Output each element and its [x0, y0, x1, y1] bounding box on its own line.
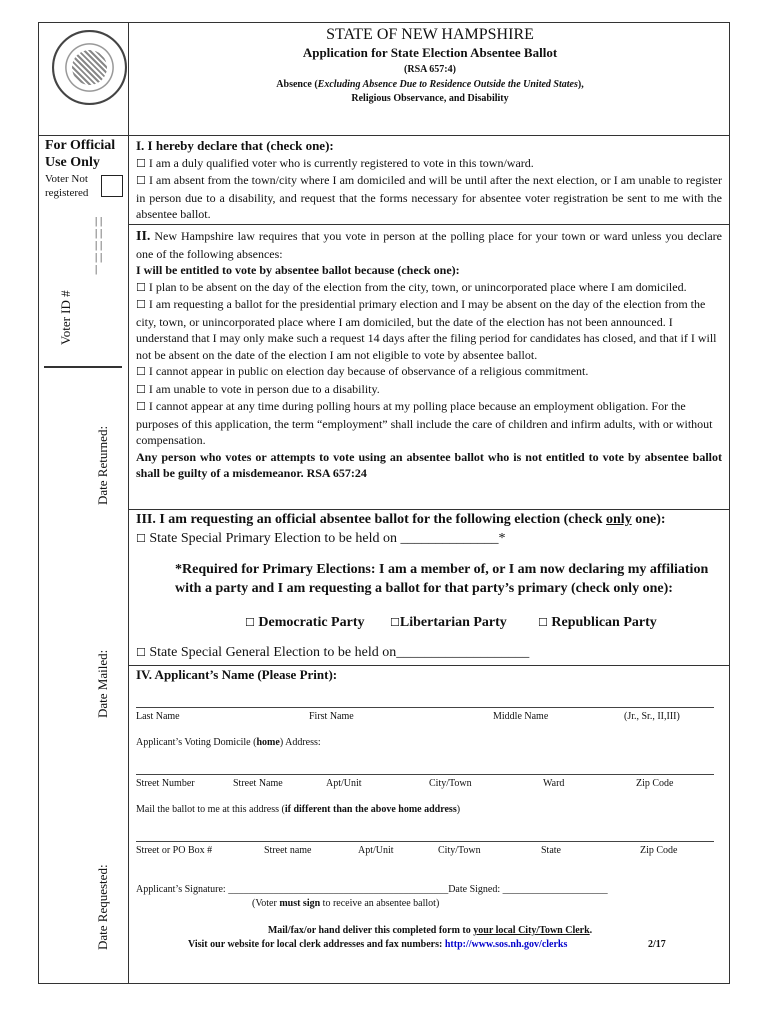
signature-line[interactable]: Applicant’s Signature: ____________________________________________Date Signed: _____________________	[136, 884, 608, 895]
footer-line2: Visit our website for local clerk addresses and fax numbers: http://www.sos.nh.gov/clerks	[188, 939, 568, 950]
mail-input-line[interactable]	[136, 841, 714, 842]
section2-warning: Any person who votes or attempts to vote using an absentee ballot who is not entitled to vote by absentee ballot shall be guilty of a misdemeanor. RSA 657:24	[136, 449, 722, 480]
checkbox-icon[interactable]: ☐	[136, 365, 146, 378]
checkbox-icon[interactable]: ☐	[136, 532, 146, 545]
section1	[136, 138, 722, 223]
mail-city-label: City/Town	[438, 845, 481, 856]
section2-entitled: I will be entitled to vote by absentee ballot because (check one):	[136, 263, 460, 277]
checkbox-icon[interactable]: ☐	[136, 280, 146, 294]
mail-address-label: Mail the ballot to me at this address (if different than the above home address)	[136, 804, 461, 815]
party-democratic[interactable]: ☐ Democratic Party	[245, 615, 365, 630]
checkbox-icon[interactable]: ☐	[136, 156, 146, 170]
po-box-label: Street or PO Box #	[136, 845, 213, 856]
section3-divider	[128, 665, 730, 666]
voter-not-registered-label: Voter Not registered	[45, 173, 89, 199]
section2-intro: II. New Hampshire law requires that you vote in person at the polling place for your town or ward unless you declare one of the following absences:	[136, 229, 722, 261]
required-primary-note: *Required for Primary Elections: I am a member of, or I am now declaring my affiliation with a party and I am requesting a ballot for that party’s primary (check only one):	[175, 562, 709, 596]
first-name-label: First Name	[309, 711, 354, 722]
date-mailed-label: Date Mailed:	[95, 649, 110, 718]
party-libertarian[interactable]: ☐Libertarian Party	[390, 615, 507, 630]
street-name-label: Street Name	[233, 778, 283, 789]
city-town-label: City/Town	[429, 778, 472, 789]
section2-option3[interactable]: ☐ I cannot appear in public on election day because of observance of a religious commitment.	[136, 364, 589, 378]
checkbox-icon[interactable]: ☐	[136, 400, 146, 413]
state-seal-icon	[52, 30, 127, 105]
last-name-label: Last Name	[136, 711, 180, 722]
mail-apt-label: Apt/Unit	[358, 845, 394, 856]
checkbox-icon[interactable]: ☐	[136, 174, 146, 187]
street-number-label: Street Number	[136, 778, 195, 789]
section2	[136, 228, 722, 482]
domicile-label: Applicant’s Voting Domicile (home) Address:	[136, 737, 321, 748]
checkbox-icon[interactable]: ☐	[538, 616, 548, 629]
date-returned-label: Date Returned:	[95, 425, 110, 505]
section1-option1[interactable]: ☐ I am a duly qualified voter who is currently registered to vote in this town/ward.	[136, 155, 534, 170]
form-title: Application for State Election Absentee Ballot	[302, 45, 558, 60]
revision-date: 2/17	[648, 939, 666, 950]
section3-heading: III. I am requesting an official absentee ballot for the following election (check only one):	[136, 512, 666, 527]
mail-state-label: State	[541, 845, 561, 856]
section1-divider	[128, 224, 730, 225]
checkbox-icon[interactable]: ☐	[136, 646, 146, 659]
general-election-option[interactable]: ☐ State Special General Election to be held on___________________	[136, 645, 530, 660]
apt-unit-label: Apt/Unit	[326, 778, 362, 789]
signature-note: (Voter must sign to receive an absentee ballot)	[252, 898, 440, 909]
official-divider	[44, 366, 122, 368]
left-column-divider	[128, 22, 129, 984]
section4-heading: IV. Applicant’s Name (Please Print):	[136, 667, 338, 682]
suffix-label: (Jr., Sr., II,III)	[624, 711, 680, 722]
ward-label: Ward	[543, 778, 565, 789]
mail-street-name-label: Street name	[264, 845, 312, 856]
section2-divider	[128, 509, 730, 510]
middle-name-label: Middle Name	[493, 711, 549, 722]
absence-line: Absence (Excluding Absence Due to Residence Outside the United States),	[276, 79, 584, 90]
section2-option4[interactable]: ☐ I am unable to vote in person due to a disability.	[136, 381, 380, 396]
date-requested-label: Date Requested:	[95, 864, 110, 950]
rsa-ref: (RSA 657:4)	[404, 64, 456, 75]
name-input-line[interactable]	[136, 707, 714, 708]
official-use-heading: For Official Use Only	[45, 138, 116, 170]
checkbox-icon[interactable]: ☐	[136, 298, 146, 311]
voter-id-label: Voter ID #	[58, 290, 73, 345]
checkbox-icon[interactable]: ☐	[390, 616, 400, 629]
clerks-link[interactable]: http://www.sos.nh.gov/clerks	[444, 939, 568, 950]
section1-heading: I. I hereby declare that (check one):	[136, 138, 334, 153]
party-republican[interactable]: ☐ Republican Party	[538, 615, 657, 630]
voter-id-field[interactable]: | | | | | | | | |	[95, 215, 103, 275]
state-title: STATE OF NEW HAMPSHIRE	[326, 26, 534, 43]
zip-code-label: Zip Code	[636, 778, 674, 789]
domicile-input-line[interactable]	[136, 774, 714, 775]
religious-line: Religious Observance, and Disability	[351, 93, 509, 104]
section1-option2[interactable]: ☐ I am absent from the town/city where I am domiciled and will be until after the next election, or I am unable to register in person due to a disability, and request that the forms necessary for absentee voter registration be sent to me with the absentee ballot.	[136, 173, 722, 221]
primary-election-option[interactable]: ☐ State Special Primary Election to be held on ______________*	[136, 531, 506, 546]
section2-option1[interactable]: ☐ I plan to be absent on the day of the election from the city, town, or unincorporated place where I am domiciled.	[136, 279, 687, 294]
section2-option2[interactable]: ☐ I am requesting a ballot for the presidential primary election and I may be absent on the day of the election from the city, town, or unincorporated place where I am domiciled, but the date of the election has not been announced. I understand that I may only make such a request 14 days after the filing period for candidates has closed, and that if I will not be absent on the date of the election I am not eligible to vote by absentee ballot.	[136, 297, 717, 362]
voter-not-registered-checkbox[interactable]	[101, 175, 123, 197]
mail-zip-label: Zip Code	[640, 845, 678, 856]
section2-option5[interactable]: ☐ I cannot appear at any time during polling hours at my polling place because an employment obligation. For the purposes of this application, the term “employment” shall include the care of children and infirm adults, with or without compensation.	[136, 399, 713, 447]
checkbox-icon[interactable]: ☐	[136, 382, 146, 396]
checkbox-icon[interactable]: ☐	[245, 616, 255, 629]
footer-line1: Mail/fax/or hand deliver this completed form to your local City/Town Clerk.	[267, 925, 593, 936]
header-divider	[38, 135, 730, 136]
